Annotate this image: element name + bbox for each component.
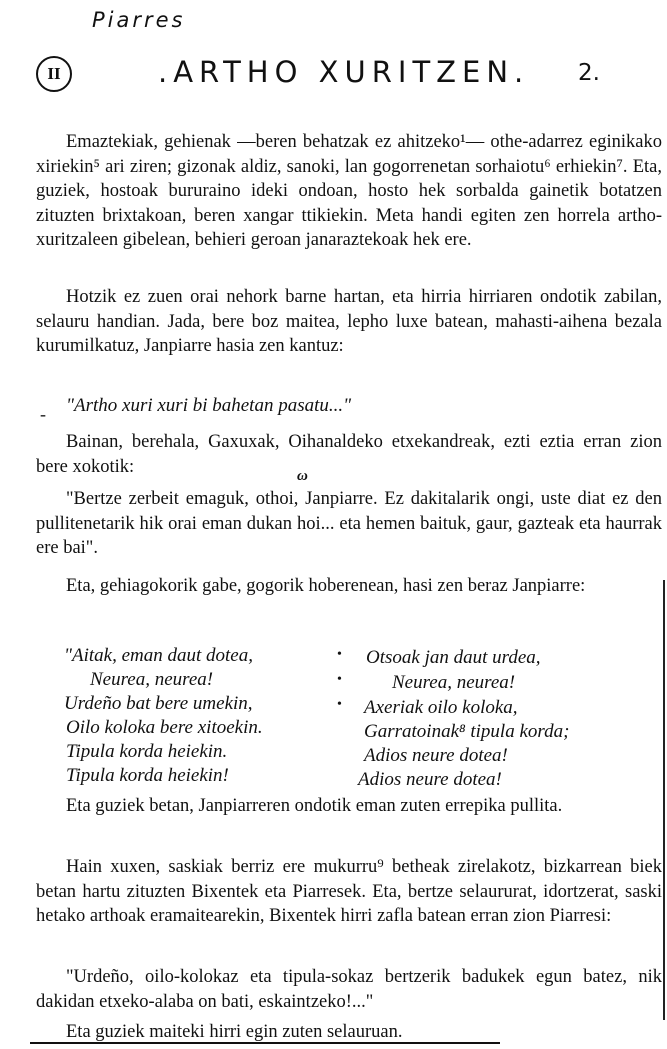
song-right-line: Otsoak jan daut urdea, — [366, 647, 541, 668]
song-right-line: Adios neure dotea! — [364, 745, 508, 766]
handwritten-mark: ω — [297, 468, 308, 484]
margin-dash: - — [40, 404, 46, 424]
paragraph-9: Eta guziek maiteki hirri egin zuten selauruan. — [66, 1022, 403, 1042]
chapter-numeral-circled: II — [36, 56, 72, 92]
paragraph-7: Hain xuxen, saskiak berriz ere mukurru⁹ betheak zirelakotz, bizkarrean biek betan hartu zituzten Bixentek eta Piarresek. Eta, bertze selaururat, idortzerat, saski hetako arthoak eramaitearekin, Bixentek hirri zafla batean erran zion Piarresi: — [36, 857, 662, 926]
verse-bullet: • — [337, 647, 342, 662]
paragraph-3: Bainan, berehala, Gaxuxak, Oihanaldeko etxekandreak, ezti eztia erran zion bere xokotik: — [36, 432, 662, 477]
song-right-line: Adios neure dotea! — [358, 769, 502, 790]
song-right-line: Axeriak oilo koloka, — [364, 697, 518, 718]
paragraph-1: Emaztekiak, gehienak —beren behatzak ez ahitzeko¹— othe-adarrez eginikako xiriekin⁵ ari ziren; gizonak aldiz, sanoki, lan gogorrenetan sorhaiotu⁶ erhiekin⁷. Eta, guziek, hostoak bururaino ideki ondoan, hosto hek sorbalda gainetik botatzen zituzten brixtakoan, beren xangar ttikiekin. Meta handi egiten zen horrela artho-xuritzaleen gibelean, behieri geroan janaraztekoak hek ere. — [36, 132, 662, 250]
song-right-line: Neurea, neurea! — [392, 672, 516, 693]
page-title: .ARTHO XURITZEN. — [158, 55, 530, 89]
paragraph-8: "Urdeño, oilo-kolokaz eta tipula-sokaz bertzerik badukek egun batez, nik dakidan etxeko-alaba on bati, eskaintzeko!..." — [36, 967, 662, 1012]
quoted-song-line: "Artho xuri xuri bi bahetan pasatu..." — [66, 395, 352, 416]
song-left-line: Oilo koloka bere xitoekin. — [66, 717, 263, 738]
song-left-line: Tipula korda heiekin! — [66, 765, 229, 786]
scan-edge-line — [663, 580, 665, 1020]
paragraph-6: Eta guziek betan, Janpiarreren ondotik eman zuten errepika pullita. — [66, 796, 563, 816]
author-handwritten: Piarres — [92, 8, 186, 32]
verse-bullet: • — [337, 697, 342, 712]
song-left-line: Tipula korda heiekin. — [66, 741, 228, 762]
song-left-line: "Aitak, eman daut dotea, — [64, 645, 253, 666]
paragraph-5: Eta, gehiagokorik gabe, gogorik hoberenean, hasi zen beraz Janpiarre: — [66, 576, 586, 596]
paragraph-4: "Bertze zerbeit emaguk, othoi, Janpiarre. Ez dakitalarik ongi, uste diat ez den pullitenetarik hik orai eman dukan hoi... eta hemen baituk, gaur, gazteak eta haurrak ere bai". — [36, 489, 662, 558]
song-left-line: Urdeño bat bere umekin, — [64, 693, 253, 714]
underline-rule — [30, 1042, 500, 1044]
song-right-line: Garratoinak⁸ tipula korda; — [364, 721, 570, 742]
paragraph-2: Hotzik ez zuen orai nehork barne hartan, eta hirria hirriaren ondotik zabilan, selauru handian. Jada, bere boz maitea, lepho luxe batean, mahasti-aihena bezala kurumilkatuz, Janpiarre hasia zen kantuz: — [36, 287, 662, 356]
part-number: 2. — [578, 60, 600, 86]
song-left-line: Neurea, neurea! — [90, 669, 214, 690]
verse-bullet: • — [337, 672, 342, 687]
